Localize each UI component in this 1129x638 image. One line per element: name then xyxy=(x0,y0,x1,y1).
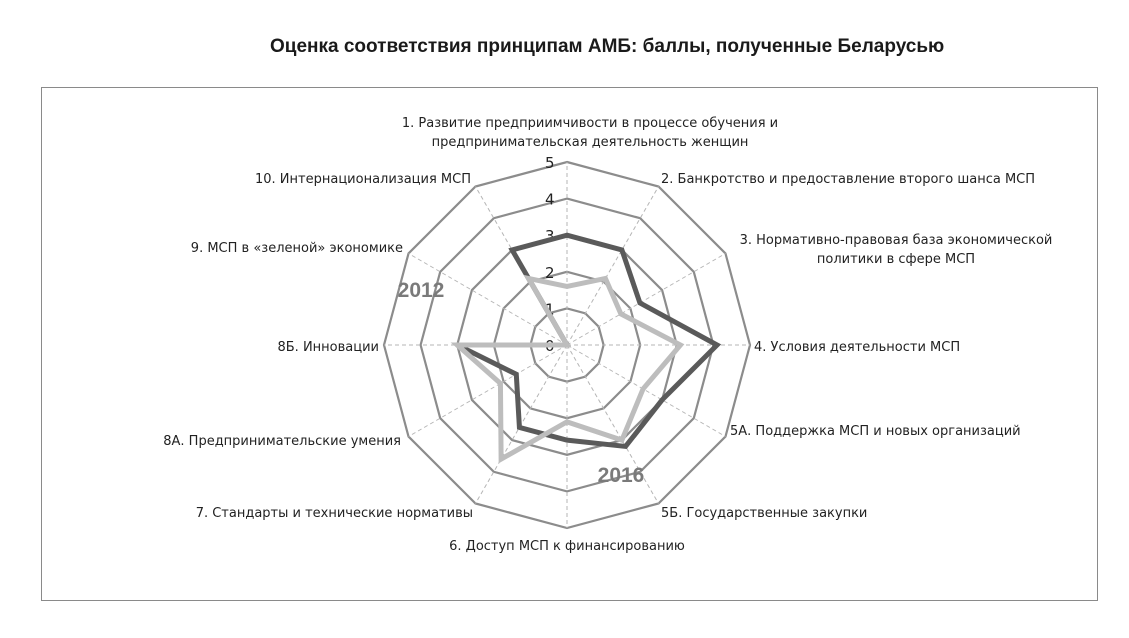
axis-label-1-line-1: 1. Развитие предприимчивости в процессе обучения и xyxy=(401,116,779,131)
tick-label-2: 2 xyxy=(545,263,555,282)
radar-series xyxy=(398,235,717,487)
axis-label-6: 5Б. Государственные закупки xyxy=(661,506,868,521)
axis-label-7: 6. Доступ МСП к финансированию xyxy=(449,539,685,554)
axis-label-12: 10. Интернационализация МСП xyxy=(255,172,471,187)
tick-label-4: 4 xyxy=(545,190,555,209)
axis-label-2: 2. Банкротство и предоставление второго шанса МСП xyxy=(661,172,1036,187)
series-label-2016: 2016 xyxy=(597,464,645,487)
axis-label-3-line-1: 3. Нормативно-правовая база экономической xyxy=(739,233,1053,248)
tick-label-5: 5 xyxy=(545,154,555,172)
tick-label-1: 1 xyxy=(545,300,555,319)
series-label-2012: 2012 xyxy=(397,279,445,302)
tick-label-0: 0 xyxy=(545,337,555,355)
axis-label-3-line-2: политики в сфере МСП xyxy=(816,252,976,267)
axis-label-11: 9. МСП в «зеленой» экономике xyxy=(190,241,403,256)
axis-label-5: 5А. Поддержка МСП и новых организаций xyxy=(730,424,1021,439)
axis-label-10: 8Б. Инновации xyxy=(277,340,379,355)
page-title: Оценка соответствия принципам АМБ: баллы, полученные Беларусью xyxy=(270,36,945,57)
tick-label-3: 3 xyxy=(545,227,555,246)
axis-labels xyxy=(163,116,1052,554)
axis-label-9: 8А. Предпринимательские умения xyxy=(163,434,401,449)
axis-label-8: 7. Стандарты и технические нормативы xyxy=(195,506,473,521)
axis-label-4: 4. Условия деятельности МСП xyxy=(754,340,961,355)
axis-label-1-line-2: предпринимательская деятельность женщин xyxy=(431,135,749,150)
